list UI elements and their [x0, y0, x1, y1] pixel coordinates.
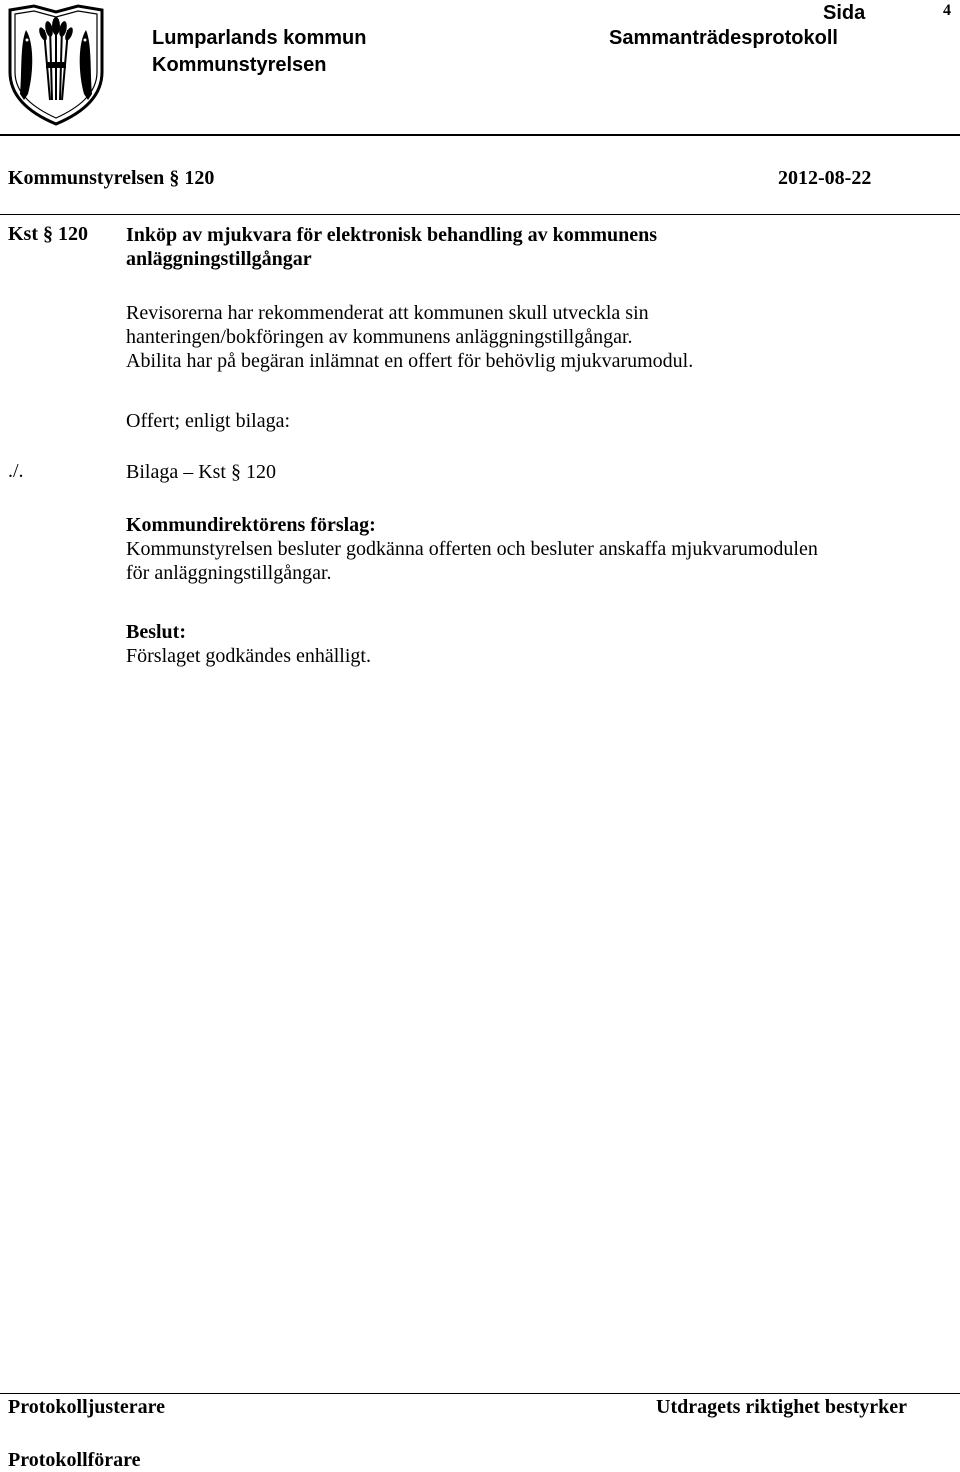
decision-heading: Beslut: [126, 621, 186, 643]
footer-adjusters: Protokolljusterare [8, 1396, 166, 1418]
offer-text: Offert; enligt bilaga: [126, 410, 291, 432]
meeting-body: Kommunstyrelsen [8, 167, 165, 189]
decision-section [126, 620, 371, 668]
proposal-section [126, 513, 818, 585]
proposal-line-1: Kommunstyrelsen besluter godkänna offerten och besluter anskaffa mjukvarumodulen [126, 538, 818, 560]
attachment-marker: ./. [8, 460, 24, 482]
footer-secretary: Protokollförare [8, 1449, 141, 1471]
meeting-heading [8, 167, 214, 190]
proposal-heading: Kommundirektörens förslag: [126, 514, 376, 536]
item-title [126, 223, 657, 271]
item-reference [8, 223, 88, 246]
item-ref-prefix: Kst [8, 223, 38, 245]
item-ref-number: 120 [58, 223, 88, 245]
page-label: Sida [823, 2, 866, 24]
section-divider [0, 214, 960, 215]
item-body [126, 301, 693, 373]
board-name: Kommunstyrelsen [152, 54, 327, 76]
protocol-title: Sammanträdesprotokoll [609, 27, 838, 49]
header-divider [0, 134, 960, 136]
attachment-number: 120 [246, 461, 276, 483]
item-body-line-3: Abilita har på begäran inlämnat en offert för behövlig mjukvarumodul. [126, 350, 694, 372]
item-title-line-1: Inköp av mjukvara för elektronisk behandling av kommunens [126, 224, 658, 246]
footer-divider [0, 1393, 960, 1394]
attachment-symbol: § [231, 461, 241, 483]
attachment-reference [126, 460, 276, 484]
meeting-date: 2012-08-22 [778, 167, 872, 189]
footer-verification: Utdragets riktighet bestyrker [656, 1396, 908, 1418]
section-number: 120 [184, 167, 215, 189]
municipality-name: Lumparlands kommun [152, 27, 367, 49]
item-title-line-2: anläggningstillgångar [126, 248, 312, 270]
item-body-line-2: hanteringen/bokföringen av kommunens anläggningstillgångar. [126, 326, 633, 348]
proposal-line-2: för anläggningstillgångar. [126, 562, 332, 584]
page-number: 4 [943, 2, 951, 19]
item-body-line-1: Revisorerna har rekommenderat att kommunen skull utveckla sin [126, 302, 649, 324]
municipal-crest-icon [4, 2, 108, 126]
decision-text: Förslaget godkändes enhälligt. [126, 645, 371, 667]
section-symbol: § [169, 167, 180, 189]
item-ref-symbol: § [43, 223, 53, 245]
attachment-text: Bilaga – Kst [126, 461, 226, 483]
